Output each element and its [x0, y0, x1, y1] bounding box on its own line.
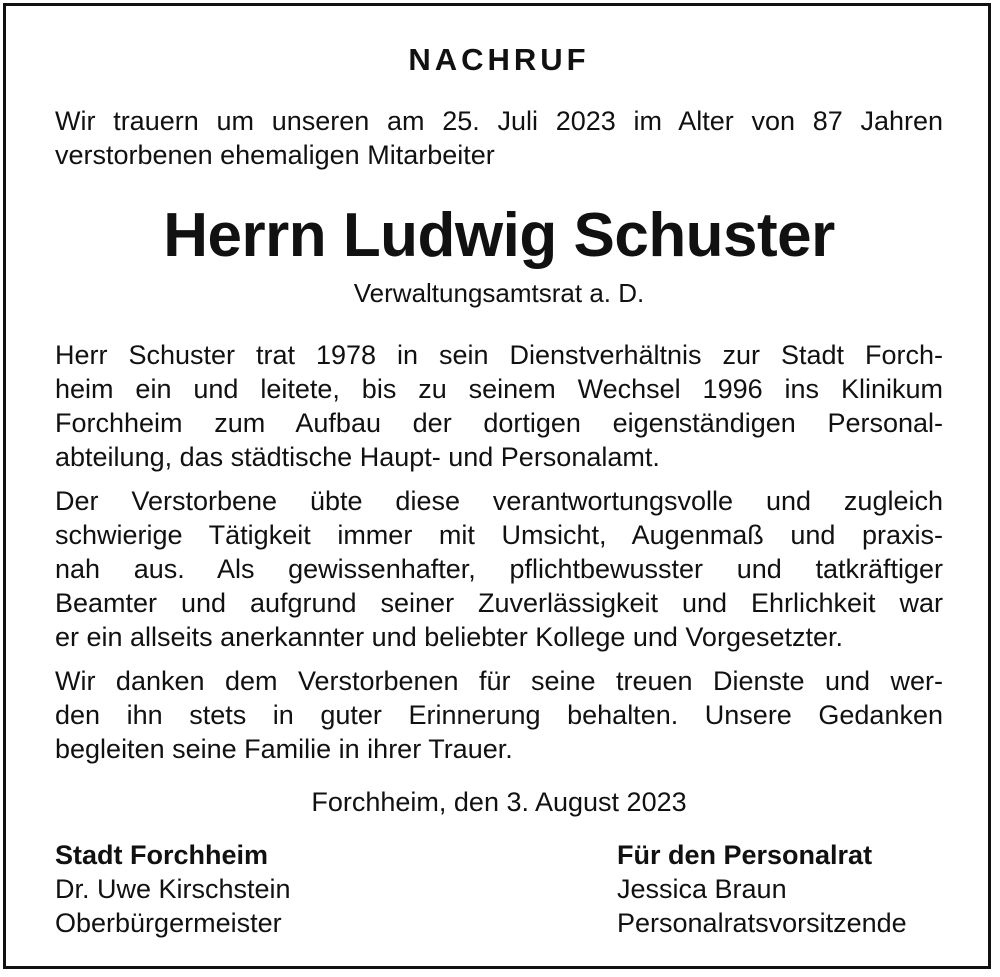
paragraph-line: er ein allseits anerkannter und beliebter Kollege und Vorgesetzter.: [55, 622, 844, 652]
signature-staff-council: [617, 838, 907, 940]
deceased-title: Verwaltungsamtsrat a. D.: [353, 278, 645, 308]
intro-line: Wir trauern um unseren am 25. Juli 2023 im Alter von 87 Jahren: [55, 106, 943, 136]
signature-org: Stadt Forchheim: [55, 840, 269, 870]
paragraph-line: schwierige Tätigkeit immer mit Umsicht, Augenmaß und praxis-: [55, 520, 943, 550]
deceased-name: Herrn Ludwig Schuster: [163, 201, 835, 270]
place-date: Forchheim, den 3. August 2023: [311, 787, 687, 817]
paragraph-line: den ihn stets in guter Erinnerung behalten. Unsere Gedanken: [55, 700, 943, 730]
paragraph-line: heim ein und leitete, bis zu seinem Wechsel 1996 ins Klinikum: [55, 374, 943, 404]
intro-line: verstorbenen ehemaligen Mitarbeiter: [55, 140, 495, 170]
signature-org: Für den Personalrat: [617, 840, 873, 870]
paragraph-line: abteilung, das städtische Haupt- und Personalamt.: [55, 442, 660, 472]
paragraph-line: Wir danken dem Verstorbenen für seine treuen Dienste und wer-: [55, 666, 943, 696]
paragraph-line: Forchheim zum Aufbau der dortigen eigenständigen Personal-: [55, 408, 943, 438]
obituary-heading: NACHRUF: [408, 42, 590, 77]
paragraph-line: Herr Schuster trat 1978 in sein Dienstverhältnis zur Stadt Forch-: [55, 340, 943, 370]
signature-role: Oberbürgermeister: [55, 908, 282, 938]
paragraph-line: begleiten seine Familie in ihrer Trauer.: [55, 734, 513, 764]
paragraph-thanks: [55, 664, 943, 766]
signature-role: Personalratsvorsitzende: [617, 908, 907, 938]
paragraph-career: [55, 338, 943, 474]
signature-city: [55, 838, 291, 940]
signature-person: Jessica Braun: [617, 874, 787, 904]
paragraph-character: [55, 484, 943, 654]
intro-text: [55, 104, 943, 172]
paragraph-line: Beamter und aufgrund seiner Zuverlässigkeit und Ehrlichkeit war: [55, 588, 943, 618]
signature-person: Dr. Uwe Kirschstein: [55, 874, 291, 904]
paragraph-line: nah aus. Als gewissenhafter, pflichtbewusster und tatkräftiger: [55, 554, 943, 584]
paragraph-line: Der Verstorbene übte diese verantwortungsvolle und zugleich: [55, 486, 943, 516]
